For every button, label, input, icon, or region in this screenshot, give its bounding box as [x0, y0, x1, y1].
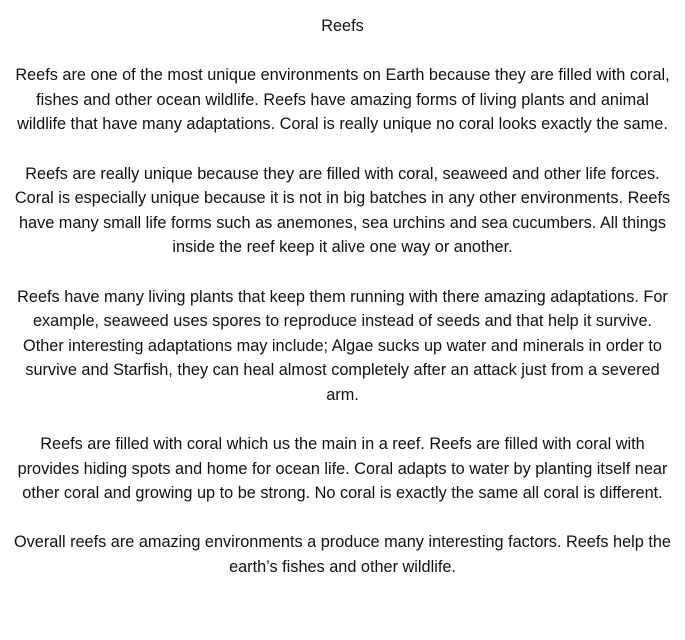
- paragraph-life-forms: Reefs are really unique because they are filled with coral, seaweed and other life forces. Coral is especially unique because it is not in big batches in any other environments. Reefs have many small life forms such as anemones, sea urchins and sea cucumbers. All things inside the reef keep it alive one way or another.: [14, 164, 671, 257]
- paragraph-conclusion: Overall reefs are amazing environments a produce many interesting factors. Reefs help the earth’s fishes and other wildlife.: [13, 533, 671, 577]
- paragraph-coral: Reefs are filled with coral which us the main in a reef. Reefs are filled with coral with provides hiding spots and home for ocean life. Coral adapts to water by planting itself near other coral and growing up to be strong. No coral is exactly the same all coral is different.: [17, 435, 668, 503]
- document-title: Reefs: [321, 17, 364, 35]
- paragraph-adaptations: Reefs have many living plants that keep them running with there amazing adaptations. For example, seaweed uses spores to reproduce instead of seeds and that help it survive. Other interesting adaptations may include; Algae sucks up water and minerals in order to survive and Starfish, they can heal almost completely after an attack just from a severed arm.: [17, 287, 668, 404]
- paragraph-intro: Reefs are one of the most unique environments on Earth because they are filled with coral, fishes and other ocean wildlife. Reefs have amazing forms of living plants and animal wildlife that have many adaptations. Coral is really unique no coral looks exactly the same.: [15, 66, 670, 134]
